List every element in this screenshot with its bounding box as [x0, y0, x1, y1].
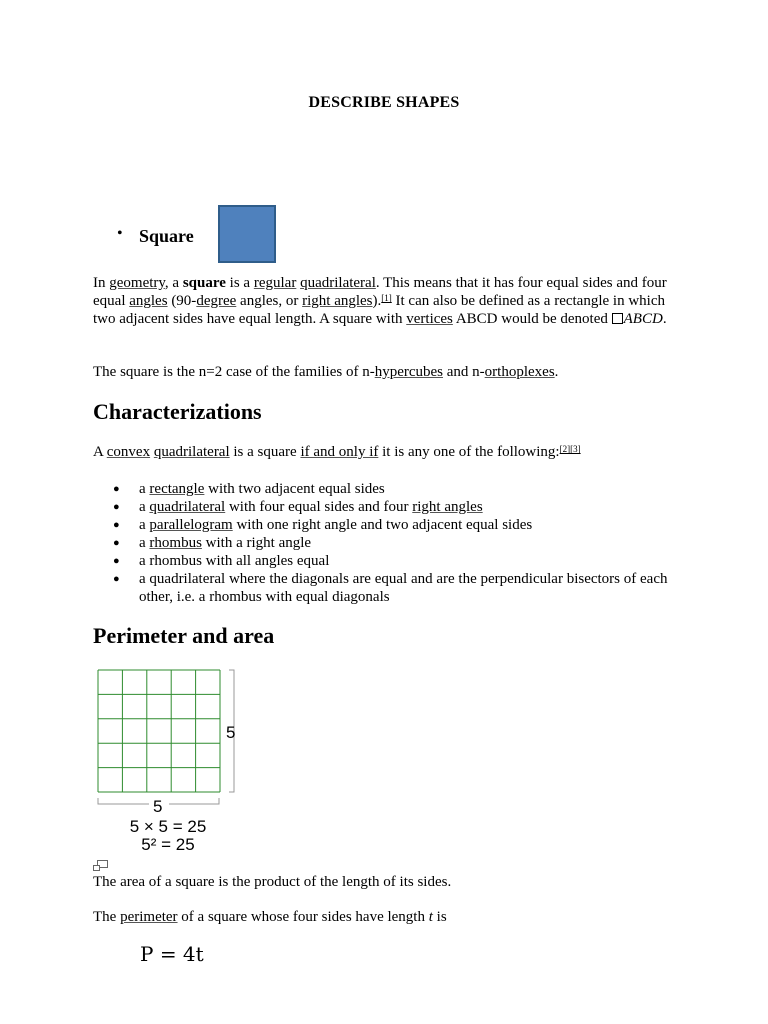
- bold-square: square: [182, 275, 226, 291]
- grid-diagram: [93, 664, 253, 814]
- bullet-icon: ●: [113, 573, 120, 585]
- list-item: ● a quadrilateral where the diagonals are equal and are the perpendicular bisectors of each other, i.e. a rhombus with equal diagonals: [113, 571, 668, 605]
- refs-2-3[interactable]: [2][3]: [559, 444, 581, 454]
- link-angles[interactable]: angles: [129, 293, 168, 309]
- square-grid-figure: [93, 664, 253, 864]
- link-degree[interactable]: degree: [196, 293, 237, 309]
- square-symbol-icon: [612, 313, 623, 324]
- link-hypercubes[interactable]: hypercubes: [374, 364, 444, 380]
- bullet-icon: ●: [113, 555, 120, 567]
- area-caption-2: 5² = 25: [141, 835, 195, 854]
- link-rectangle[interactable]: rectangle: [149, 481, 205, 497]
- page-title: DESCRIBE SHAPES: [308, 94, 460, 111]
- area-paragraph: The area of a square is the product of the length of its sides.: [93, 874, 452, 890]
- link-quadrilateral-3[interactable]: quadrilateral: [149, 499, 226, 515]
- perimeter-area-heading: Perimeter and area: [93, 623, 275, 648]
- square-heading: Square: [139, 226, 194, 246]
- enlarge-icon[interactable]: [93, 860, 109, 872]
- link-perimeter[interactable]: perimeter: [120, 909, 178, 925]
- link-geometry[interactable]: geometry: [109, 275, 165, 291]
- grid-lines: [98, 670, 220, 792]
- bottom-side-label: 5: [153, 797, 163, 814]
- link-regular[interactable]: regular: [253, 275, 297, 291]
- bullet-icon: ●: [113, 537, 120, 549]
- list-item: ● a rectangle with two adjacent equal sides: [113, 481, 385, 497]
- bullet-icon: ●: [113, 501, 120, 513]
- link-rhombus[interactable]: rhombus: [149, 535, 202, 551]
- bullet-icon: ●: [113, 519, 120, 531]
- perimeter-formula: P = 4t: [140, 942, 204, 966]
- list-item: ● a quadrilateral with four equal sides and four right angles: [113, 499, 483, 515]
- link-convex[interactable]: convex: [106, 444, 151, 460]
- link-quadrilateral-2[interactable]: quadrilateral: [153, 444, 230, 460]
- bullet-icon: ●: [113, 483, 120, 495]
- list-item: ● a parallelogram with one right angle and two adjacent equal sides: [113, 517, 533, 533]
- link-orthoplexes[interactable]: orthoplexes: [484, 364, 555, 380]
- link-iff[interactable]: if and only if: [300, 444, 379, 460]
- blue-square-image: [218, 205, 276, 263]
- area-caption-1: 5 × 5 = 25: [129, 817, 207, 836]
- characterizations-intro: A convex quadrilateral is a square if and only if it is any one of the following:[2][3]: [93, 444, 581, 460]
- hypercube-paragraph: The square is the n=2 case of the families of n-hypercubes and n-orthoplexes.: [93, 364, 559, 380]
- right-side-label: 5: [226, 723, 236, 742]
- link-right-angles[interactable]: right angles: [302, 293, 373, 309]
- characterizations-heading: Characterizations: [93, 399, 262, 424]
- ref-1[interactable]: [1]: [381, 293, 392, 303]
- intro-paragraph: In geometry, a square is a regular quadrilateral. This means that it has four equal sides and four equal angles (90-degree angles, or right angles).[1] It can also be defined as a rectangle in which two adjacent sides have equal length. A square with vertices ABCD would be denoted ABCD.: [93, 275, 667, 327]
- link-quadrilateral[interactable]: quadrilateral: [300, 275, 376, 291]
- link-right-angles-2[interactable]: right angles: [412, 499, 483, 515]
- italic-abcd: ABCD: [623, 311, 663, 327]
- link-parallelogram[interactable]: parallelogram: [149, 517, 233, 533]
- characterizations-list: [113, 480, 673, 606]
- link-vertices[interactable]: vertices: [406, 311, 453, 327]
- bullet-icon: •: [117, 225, 123, 242]
- list-item: ● a rhombus with all angles equal: [113, 553, 330, 569]
- list-item: ● a rhombus with a right angle: [113, 535, 312, 551]
- italic-t: t: [428, 909, 433, 925]
- perimeter-paragraph: The perimeter of a square whose four sides have length t is: [93, 909, 447, 925]
